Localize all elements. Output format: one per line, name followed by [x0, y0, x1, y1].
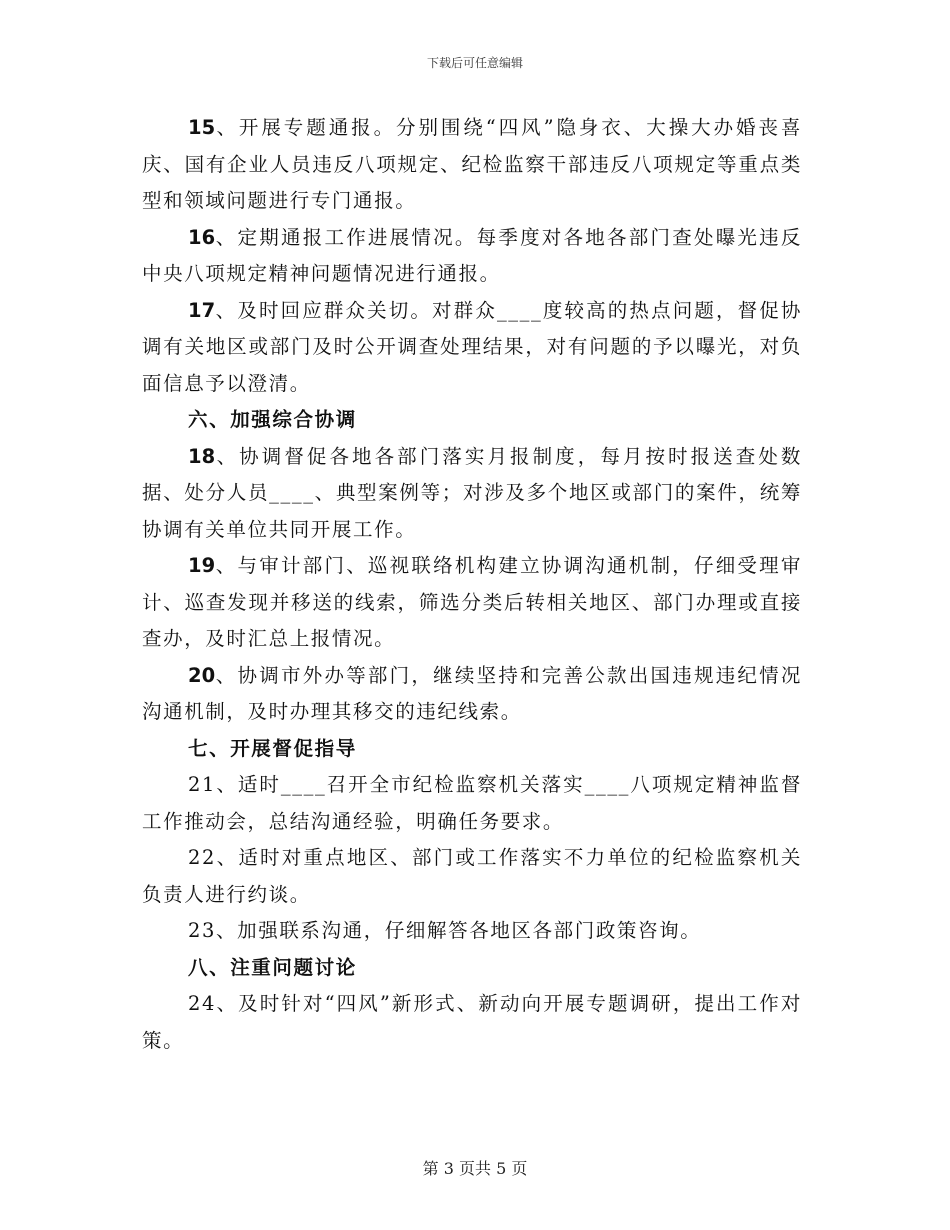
page-footer: 第 3 页共 5 页	[422, 1159, 528, 1178]
section-heading-8: 八、注重问题讨论	[188, 955, 357, 979]
paragraph-text: 、定期通报工作进展情况。每季度对各地各部门查处曝光违反中央八项规定精神问题情况进行通报。	[142, 225, 802, 285]
paragraph-text: 、协调督促各地各部门落实月报制度，每月按时报送查处数据、处分人员____、典型案例等；对涉及多个地区或部门的案件，统筹协调有关单位共同开展工作。	[142, 444, 802, 541]
paragraph-16	[142, 220, 802, 293]
paragraph-15	[142, 110, 802, 220]
paragraph-text: 、与审计部门、巡视联络机构建立协调沟通机制，仔细受理审计、巡查发现并移送的线索，筛选分类后转相关地区、部门办理或直接查办，及时汇总上报情况。	[142, 554, 802, 650]
paragraph-24: 24、及时针对“四风”新形式、新动向开展专题调研，提出工作对策。	[142, 992, 802, 1052]
paragraph-number: 15	[188, 116, 216, 139]
paragraph-20	[142, 658, 802, 731]
section-heading-7: 七、开展督促指导	[188, 736, 357, 760]
paragraph-number: 19	[188, 554, 216, 577]
section-heading-6: 六、加强综合协调	[188, 408, 357, 431]
paragraph-number: 16	[188, 225, 216, 249]
paragraph-23: 23、加强联系沟通，仔细解答各地区各部门政策咨询。	[188, 919, 702, 942]
paragraph-text: 、开展专题通报。分别围绕“四风”隐身衣、大操大办婚丧喜庆、国有企业人员违反八项规定、纪检监察干部违反八项规定等重点类型和领域问题进行专门通报。	[142, 116, 802, 212]
paragraph-text: 、及时回应群众关切。对群众____度较高的热点问题，督促协调有关地区或部门及时公开调查处理结果，对有问题的予以曝光，对负面信息予以澄清。	[142, 298, 802, 395]
paragraph-22: 22、适时对重点地区、部门或工作落实不力单位的纪检监察机关负责人进行约谈。	[142, 846, 802, 906]
paragraph-number: 17	[188, 298, 216, 322]
paragraph-21: 21、适时____召开全市纪检监察机关落实____八项规定精神监督工作推动会，总结沟通经验，明确任务要求。	[142, 773, 802, 833]
paragraph-number: 18	[188, 444, 216, 468]
paragraph-number: 20	[188, 663, 216, 687]
paragraph-19	[142, 548, 802, 658]
paragraph-17	[142, 293, 802, 403]
document-body	[142, 110, 802, 1059]
paragraph-18	[142, 439, 802, 549]
paragraph-text: 、协调市外办等部门，继续坚持和完善公款出国违规违纪情况沟通机制，及时办理其移交的违纪线索。	[142, 663, 802, 723]
page-header: 下载后可任意编辑	[426, 56, 523, 70]
